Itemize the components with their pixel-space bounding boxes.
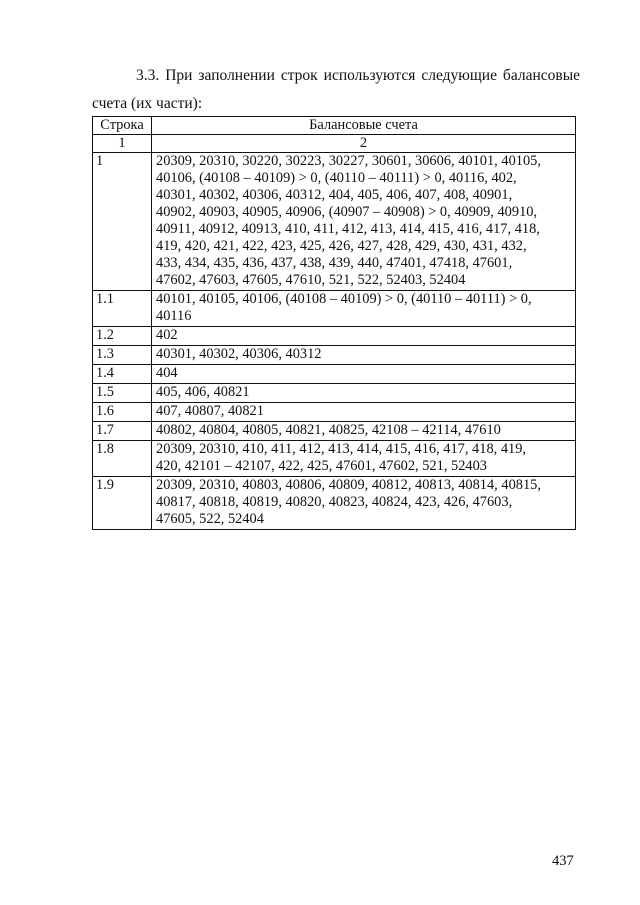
table-row bbox=[93, 365, 576, 384]
cell-accounts: 404 bbox=[152, 365, 576, 384]
balance-accounts-table bbox=[92, 116, 576, 530]
page-number: 437 bbox=[552, 853, 574, 869]
column-number-1: 1 bbox=[93, 135, 152, 153]
cell-accounts: 402 bbox=[152, 327, 576, 346]
cell-accounts: 20309, 20310, 410, 411, 412, 413, 414, 415, 416, 417, 418, 419, 420, 42101 – 42107, 422, 425, 47601, 47602, 521, 52403 bbox=[152, 441, 576, 477]
cell-accounts: 405, 406, 40821 bbox=[152, 384, 576, 403]
cell-accounts: 20309, 20310, 40803, 40806, 40809, 40812, 40813, 40814, 40815, 40817, 40818, 40819, 40820, 40823, 40824, 423, 426, 47603, 47605, 522, 52404 bbox=[152, 477, 576, 530]
intro-paragraph bbox=[92, 62, 580, 118]
cell-line: 1.3 bbox=[93, 346, 152, 365]
cell-line: 1.5 bbox=[93, 384, 152, 403]
header-accounts: Балансовые счета bbox=[152, 117, 576, 135]
cell-accounts: 40301, 40302, 40306, 40312 bbox=[152, 346, 576, 365]
table-row bbox=[93, 422, 576, 441]
header-row bbox=[93, 117, 576, 135]
cell-line: 1.8 bbox=[93, 441, 152, 477]
column-number-row bbox=[93, 135, 576, 153]
cell-accounts: 40802, 40804, 40805, 40821, 40825, 42108 – 42114, 47610 bbox=[152, 422, 576, 441]
cell-accounts: 40101, 40105, 40106, (40108 – 40109) > 0, (40110 – 40111) > 0, 40116 bbox=[152, 291, 576, 327]
cell-line: 1.4 bbox=[93, 365, 152, 384]
table-row bbox=[93, 153, 576, 291]
cell-line: 1.1 bbox=[93, 291, 152, 327]
column-number-2: 2 bbox=[152, 135, 576, 153]
table-row bbox=[93, 441, 576, 477]
table-row bbox=[93, 327, 576, 346]
header-line: Строка bbox=[93, 117, 152, 135]
table-row bbox=[93, 477, 576, 530]
cell-accounts: 20309, 20310, 30220, 30223, 30227, 30601, 30606, 40101, 40105, 40106, (40108 – 40109) > 0, (40110 – 40111) > 0, 40116, 402, 40301, 40302, 40306, 40312, 404, 405, 406, 407, 408, 40901, 40902, 40903, 40905, 40906, (40907 – 40908) > 0, 40909, 40910, 40911, 40912, 40913, 410, 411, 412, 413, 414, 415, 416, 417, 418, 419, 420, 421, 422, 423, 425, 426, 427, 428, 429, 430, 431, 432, 433, 434, 435, 436, 437, 438, 439, 440, 47401, 47418, 47601, 47602, 47603, 47605, 47610, 521, 522, 52403, 52404 bbox=[152, 153, 576, 291]
cell-line: 1 bbox=[93, 153, 152, 291]
cell-line: 1.7 bbox=[93, 422, 152, 441]
table-row bbox=[93, 384, 576, 403]
table-row bbox=[93, 346, 576, 365]
intro-line-2: счета (их части): bbox=[92, 95, 203, 112]
table-row bbox=[93, 403, 576, 422]
table-row bbox=[93, 291, 576, 327]
cell-line: 1.6 bbox=[93, 403, 152, 422]
intro-line-1: 3.3. При заполнении строк используются следующие балансовые bbox=[136, 67, 580, 84]
cell-line: 1.2 bbox=[93, 327, 152, 346]
cell-line: 1.9 bbox=[93, 477, 152, 530]
cell-accounts: 407, 40807, 40821 bbox=[152, 403, 576, 422]
